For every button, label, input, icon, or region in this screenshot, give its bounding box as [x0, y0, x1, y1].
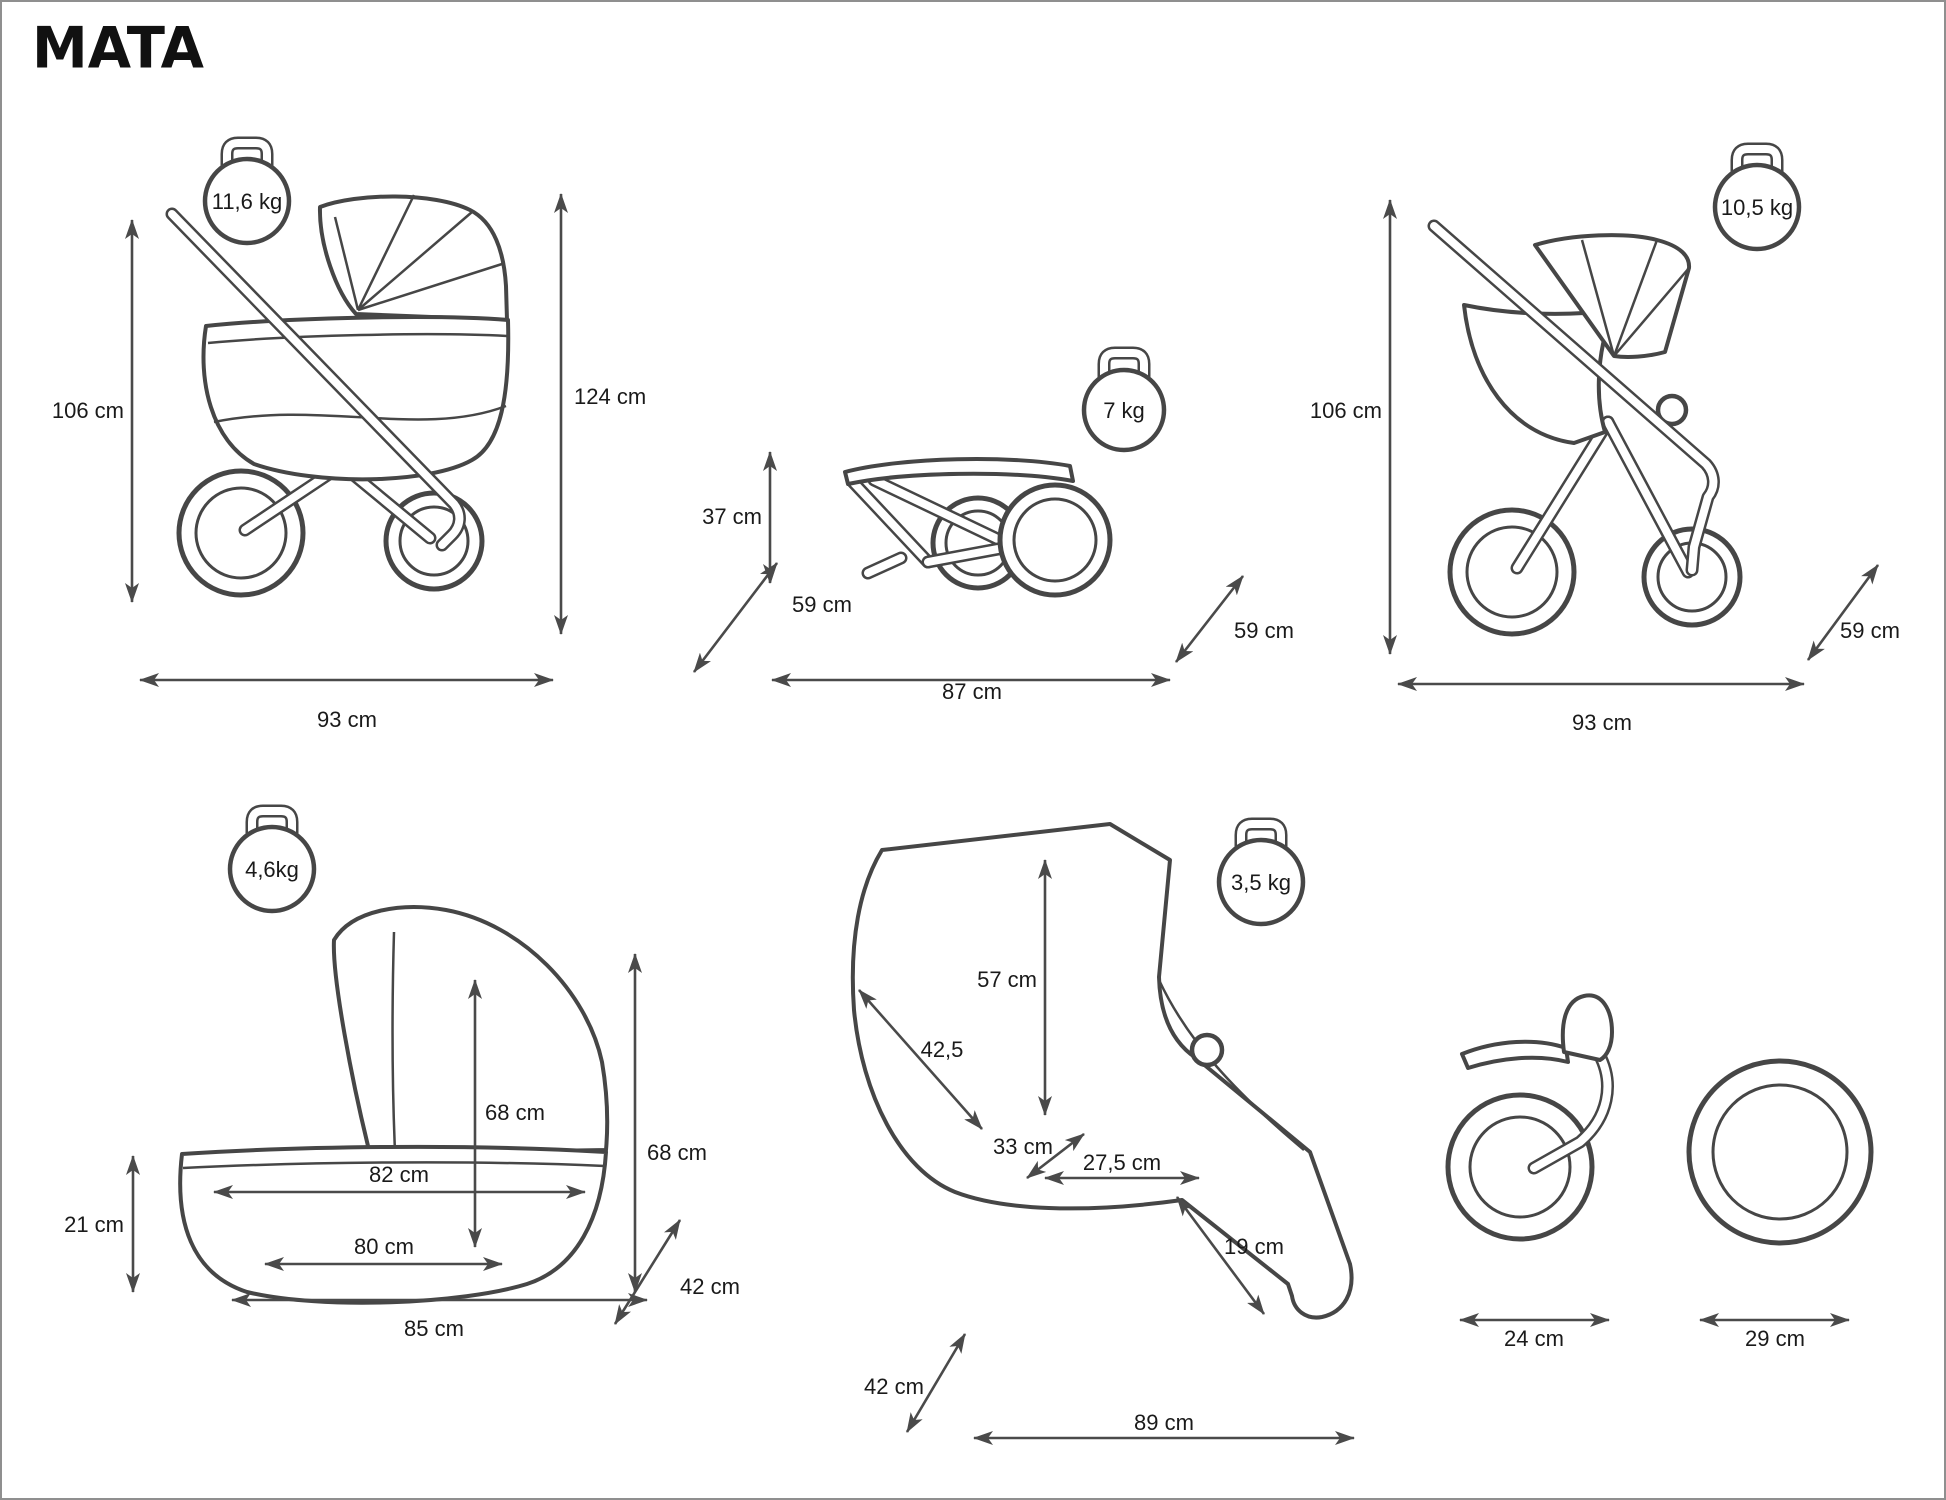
figure-wheels — [1448, 995, 1871, 1351]
folded-width-label: 59 cm — [1234, 618, 1294, 643]
folded-weight-label: 7 kg — [1103, 398, 1145, 423]
carrycot-width-label: 42 cm — [680, 1274, 740, 1299]
front-wheel-arm — [1462, 1042, 1568, 1068]
pushchair-length-label: 93 cm — [1572, 710, 1632, 735]
figure-carrycot — [64, 811, 740, 1341]
carrycot-inner-height-label: 68 cm — [485, 1100, 545, 1125]
carrycot-shell-height-label: 21 cm — [64, 1212, 124, 1237]
carrycot-base-length-label: 80 cm — [354, 1234, 414, 1259]
carrycot-inner-length-label: 82 cm — [369, 1162, 429, 1187]
pram-length-label: 93 cm — [317, 707, 377, 732]
figure-pushchair — [1310, 149, 1900, 735]
figure-seat — [853, 824, 1354, 1438]
pram-weight-label: 11,6 kg — [211, 189, 283, 214]
pram-height-label: 106 cm — [51, 398, 124, 423]
figure-pram — [52, 143, 852, 732]
seat-unit-length-label: 89 cm — [1134, 1410, 1194, 1435]
pushchair-width-label: 59 cm — [1840, 618, 1900, 643]
seat-backrest-height-label: 57 cm — [977, 967, 1037, 992]
seat-length-label: 27,5 cm — [1082, 1150, 1162, 1175]
pushchair-weight-label: 10,5 kg — [1720, 195, 1794, 220]
pram-hood — [320, 196, 507, 320]
seat-weight-badge — [1219, 824, 1303, 924]
front-wheel-diameter-label: 24 cm — [1504, 1326, 1564, 1351]
pushchair-height-label: 106 cm — [1309, 398, 1382, 423]
folded-wheel-icon — [1000, 485, 1110, 595]
pram-weight-badge — [205, 143, 289, 243]
pram-width-label: 59 cm — [792, 592, 852, 617]
carrycot-weight-label: 4,6kg — [245, 857, 299, 882]
carrycot-hood — [334, 907, 607, 1154]
rear-wheel-diameter-label: 29 cm — [1745, 1326, 1805, 1351]
folded-length-label: 87 cm — [942, 679, 1002, 704]
figure-folded — [702, 353, 1294, 704]
dimension-diagram — [2, 2, 1946, 1500]
folded-height-label: 37 cm — [702, 504, 762, 529]
rear-wheel-icon — [1689, 1061, 1871, 1243]
seat-depth-label: 33 cm — [993, 1134, 1053, 1159]
seat-weight-label: 3,5 kg — [1231, 870, 1291, 895]
carrycot-length-label: 85 cm — [404, 1316, 464, 1341]
folded-frame-bar — [845, 459, 1073, 484]
front-wheel-fender — [1563, 995, 1612, 1060]
carrycot-weight-badge — [230, 811, 314, 911]
seat-backrest-length-label: 42,5 — [920, 1037, 964, 1062]
pram-handle-height-label: 124 cm — [574, 384, 647, 409]
seat-joint-knob — [1192, 1035, 1222, 1065]
folded-weight-badge — [1084, 353, 1164, 450]
carrycot-total-height-label: 68 cm — [647, 1140, 707, 1165]
brand-logo: MATA — [32, 15, 204, 82]
pushchair-weight-badge — [1715, 149, 1799, 249]
seat-width-label: 42 cm — [864, 1374, 924, 1399]
seat-legrest-label: 19 cm — [1224, 1234, 1284, 1259]
